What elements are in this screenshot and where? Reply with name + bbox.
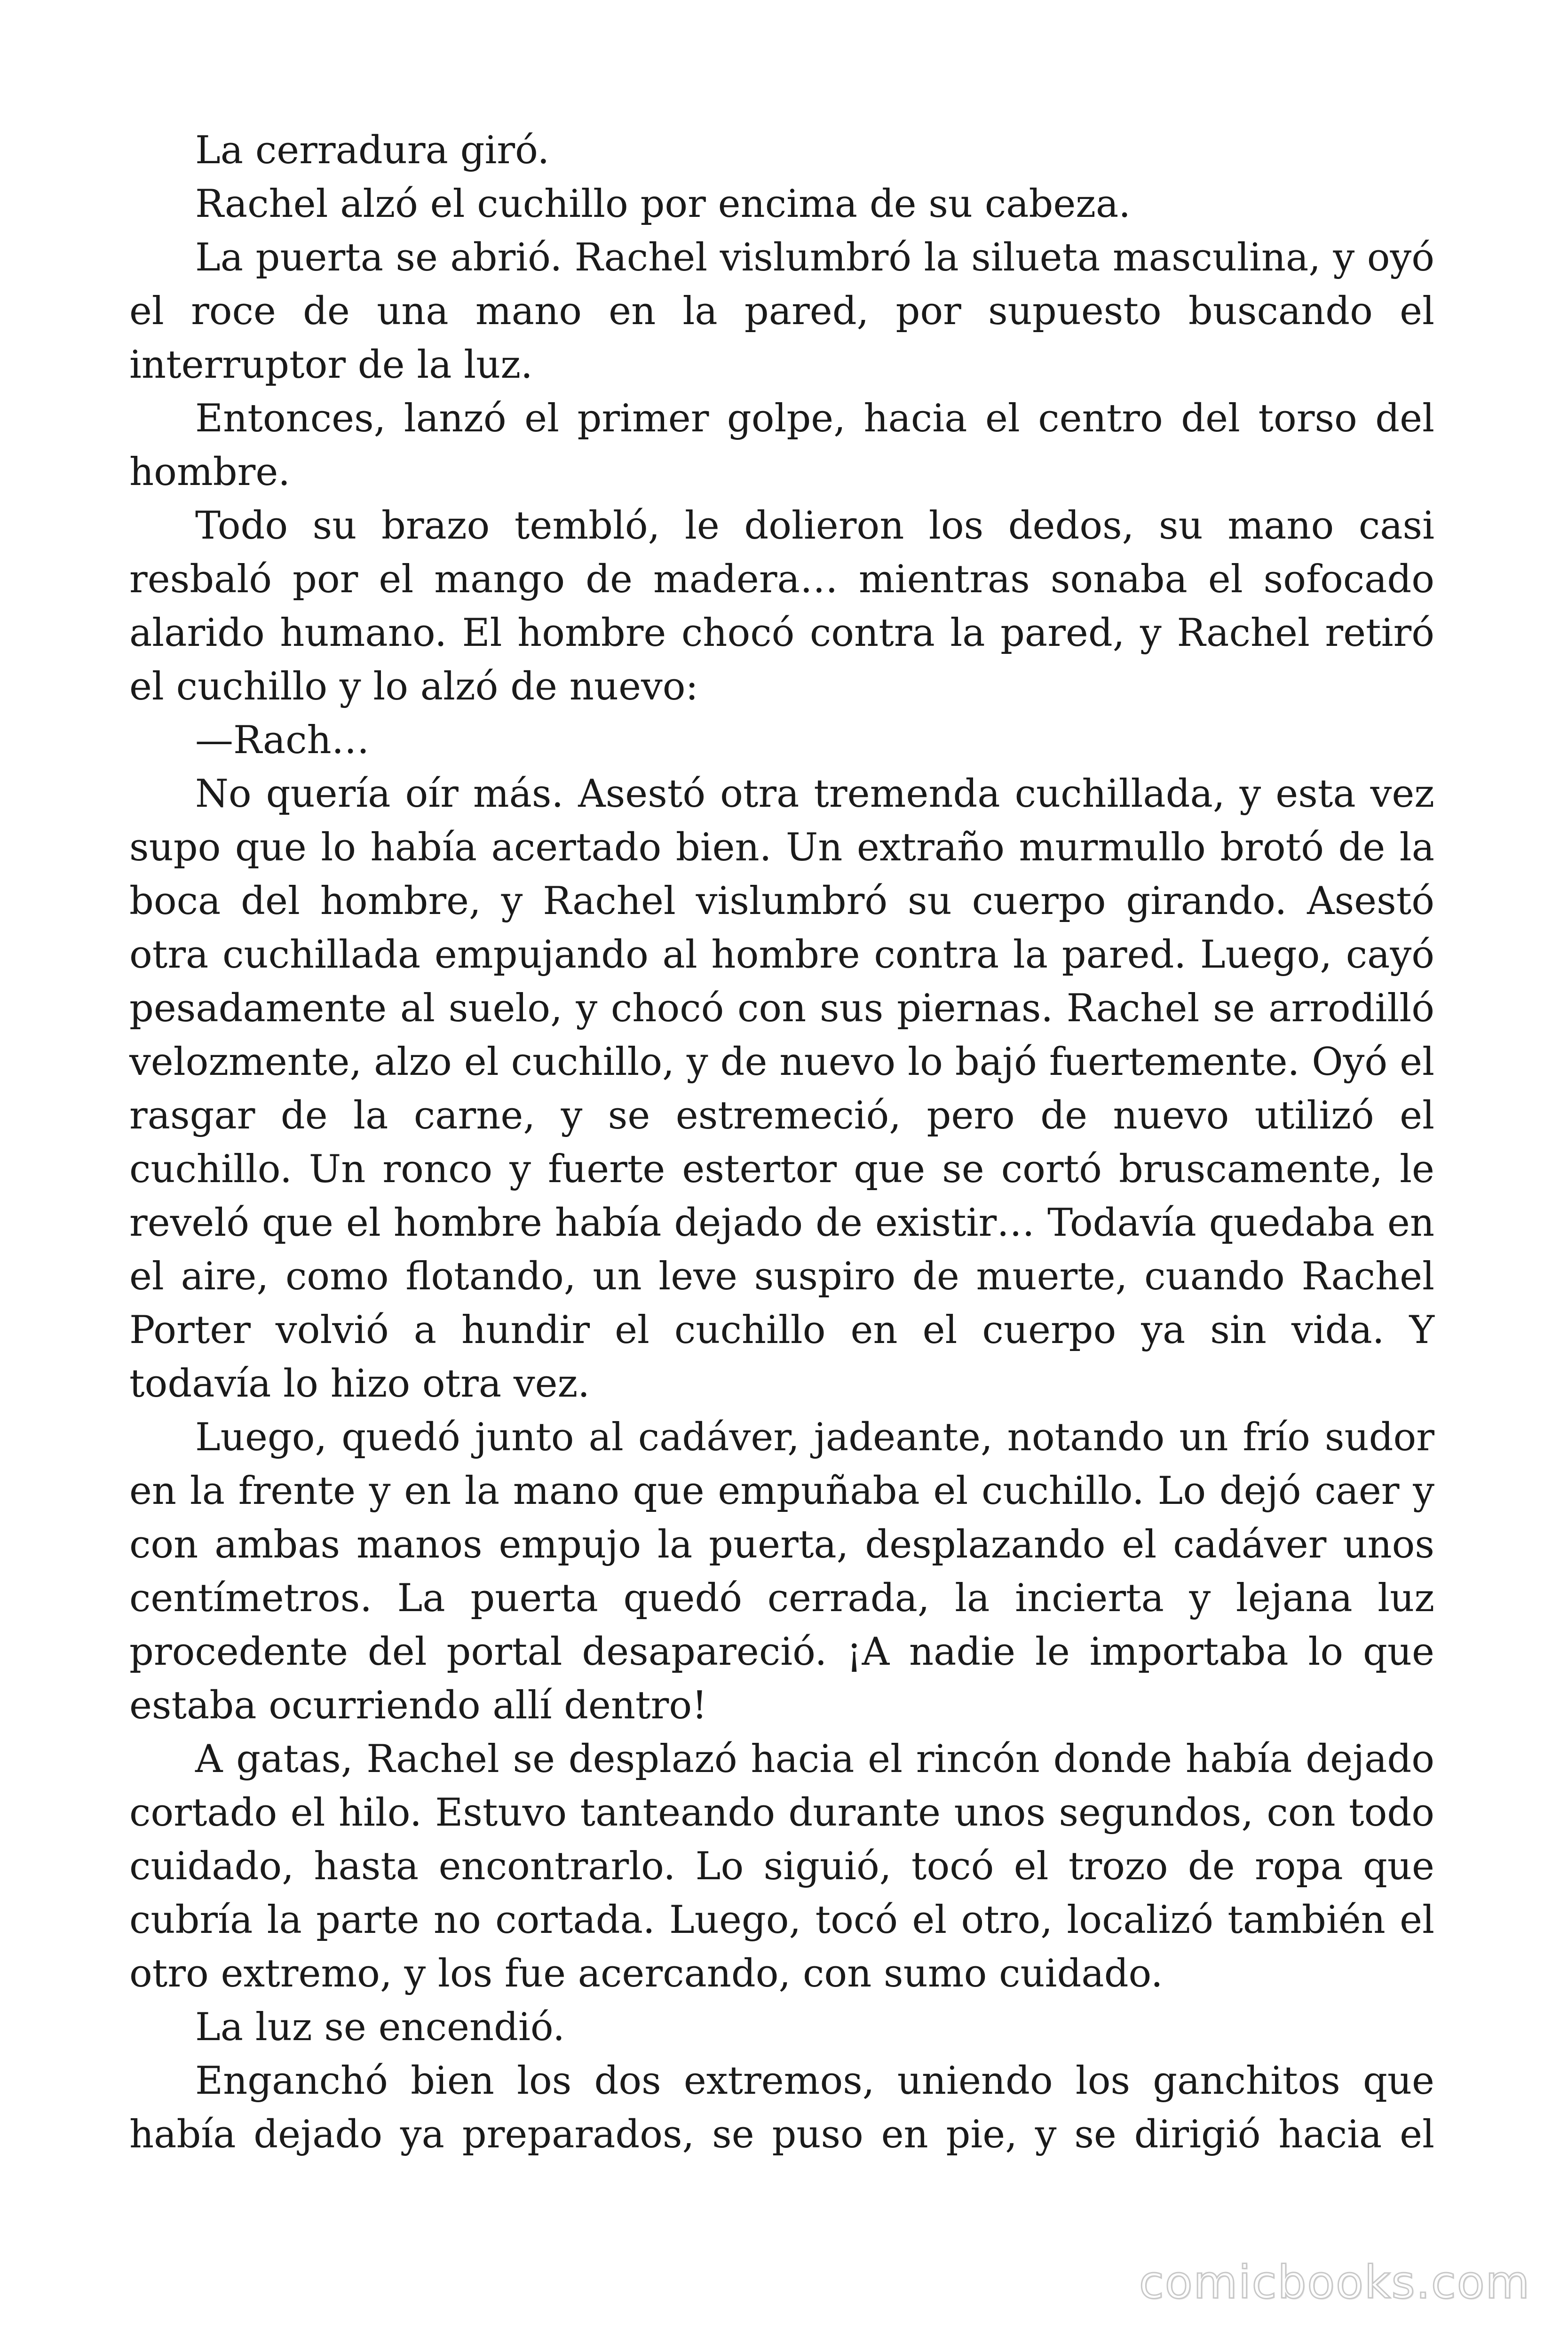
paragraph: No quería oír más. Asestó otra tremenda cuchillada, y esta vez supo que lo había acertado bien. Un extraño murmullo brotó de la boca del hombre, y Rachel vislumbró su cuerpo girando. Asestó otra cuchillada empujando al hombre contra la pared. Luego, cayó pesadamente al suelo, y chocó con sus piernas. Rachel se arrodilló velozmente, alzo el cuchillo, y de nuevo lo bajó fuertemente. Oyó el rasgar de la carne, y se estremeció, pero de nuevo utilizó el cuchillo. Un ronco y fuerte estertor que se cortó bruscamente, le reveló que el hombre había dejado de existir… Todavía quedaba en el aire, como flotando, un leve suspiro de muerte, cuando Rachel Porter volvió a hundir el cuchillo en el cuerpo ya sin vida. Y todavía lo hizo otra vez. xyxy=(129,772,1434,1406)
paragraph: Enganchó bien los dos extremos, uniendo los ganchitos que había dejado ya preparados, se puso en pie, y se dirigió hacia el xyxy=(129,2059,1434,2157)
paragraph: Luego, quedó junto al cadáver, jadeante, notando un frío sudor en la frente y en la mano que empuñaba el cuchillo. Lo dejó caer y con ambas manos empujo la puerta, desplazando el cadáver unos centímetros. La puerta quedó cerrada, la incierta y lejana luz procedente del portal desapareció. ¡A nadie le importaba lo que estaba ocurriendo allí dentro! xyxy=(129,1415,1434,1728)
paragraph: A gatas, Rachel se desplazó hacia el rincón donde había dejado cortado el hilo. Estuvo tanteando durante unos segundos, con todo cuidado, hasta encontrarlo. Lo siguió, tocó el trozo de ropa que cubría la parte no cortada. Luego, tocó el otro, localizó también el otro extremo, y los fue acercando, con sumo cuidado. xyxy=(129,1737,1434,1996)
paragraph: Todo su brazo tembló, le dolieron los dedos, su mano casi resbaló por el mango de madera… mientras sonaba el sofocado alarido humano. El hombre chocó contra la pared, y Rachel retiró el cuchillo y lo alzó de nuevo: xyxy=(129,504,1434,709)
paragraph: La puerta se abrió. Rachel vislumbró la silueta masculina, y oyó el roce de una mano en la pared, por supuesto buscando el interruptor de la luz. xyxy=(129,236,1434,387)
paragraph: Entonces, lanzó el primer golpe, hacia el centro del torso del hombre. xyxy=(129,397,1434,494)
paragraph: La luz se encendió. xyxy=(195,2005,565,2050)
body-text xyxy=(129,124,1434,2161)
watermark-logo: comicbooks.com xyxy=(1139,2256,1530,2309)
paragraph: Rachel alzó el cuchillo por encima de su cabeza. xyxy=(195,182,1131,226)
paragraph: La cerradura giró. xyxy=(195,128,550,173)
paragraph: —Rach… xyxy=(195,718,370,763)
